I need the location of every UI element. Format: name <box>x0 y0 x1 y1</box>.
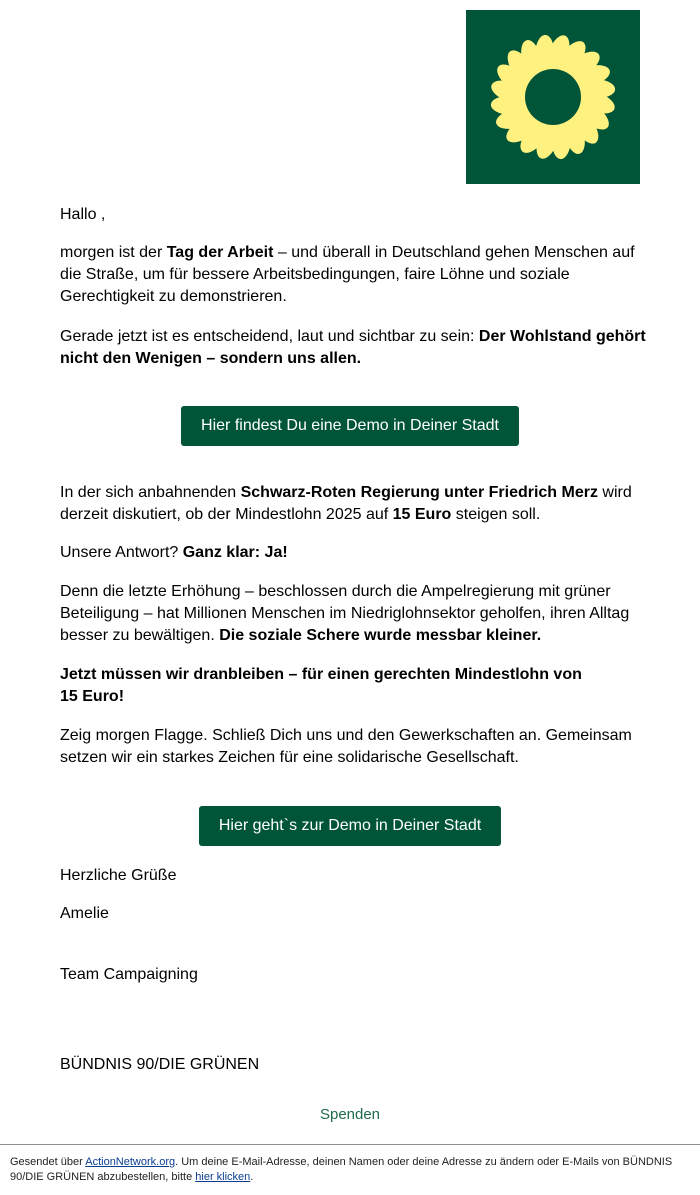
paragraph-mindestlohn <box>60 482 650 526</box>
unsubscribe-link[interactable]: hier klicken <box>195 1171 251 1183</box>
text-span: morgen ist der <box>60 244 167 261</box>
closing: Herzliche Grüße <box>60 867 177 884</box>
button-row-2 <box>0 806 700 846</box>
footer-notice <box>10 1155 686 1185</box>
signer-name: Amelie <box>60 905 109 922</box>
find-demo-button[interactable]: Hier findest Du eine Demo in Deiner Stadt <box>181 406 519 446</box>
donate-link[interactable]: Spenden <box>319 1106 381 1123</box>
team-name: Team Campaigning <box>60 966 198 983</box>
footer-text: . <box>250 1171 254 1183</box>
paragraph-dranbleiben: Jetzt müssen wir dranbleiben – für einen gerechten Mindestlohn von 15 Euro! <box>60 666 582 705</box>
bold-span: Der Wohlstand gehört nicht den Wenigen – sondern uns allen. <box>60 328 646 367</box>
bold-span: Tag der Arbeit <box>166 244 274 261</box>
sunflower-icon <box>466 10 640 184</box>
text-span: – und überall in Deutschland gehen Menschen auf die Straße, um für bessere Arbeitsbedingungen, faire Löhne und soziale Gerechtigkeit zu demonstrieren. <box>60 244 635 305</box>
text-span: In der sich anbahnenden <box>60 484 241 501</box>
actionnetwork-link[interactable]: ActionNetwork.org <box>85 1156 176 1168</box>
footer-text: Gesendet über <box>10 1156 86 1168</box>
bold-span: 15 Euro <box>392 506 452 523</box>
bold-span: Ganz klar: Ja! <box>182 544 288 561</box>
footer-text: . Um deine E-Mail-Adresse, deinen Namen oder deine Adresse zu ändern oder E-Mails von BÜNDNIS 90/DIE GRÜNEN abzubestellen, bitte <box>10 1156 673 1183</box>
text-span: steigen soll. <box>451 506 541 523</box>
button-row-1 <box>0 406 700 446</box>
paragraph-flagge: Zeig morgen Flagge. Schließ Dich uns und den Gewerkschaften an. Gemeinsam setzen wir ein starkes Zeichen für eine solidarische Gesellschaft. <box>60 727 632 766</box>
text-span: Gerade jetzt ist es entscheidend, laut und sichtbar zu sein: <box>60 328 479 345</box>
paragraph-antwort <box>60 542 650 564</box>
go-to-demo-button[interactable]: Hier geht`s zur Demo in Deiner Stadt <box>199 806 501 846</box>
paragraph-wohlstand <box>60 326 650 370</box>
greeting: Hallo , <box>60 206 106 223</box>
bold-span: Schwarz-Roten Regierung unter Friedrich Merz <box>240 484 598 501</box>
text-span: Unsere Antwort? <box>60 544 183 561</box>
bold-span: Die soziale Schere wurde messbar kleiner. <box>219 627 542 644</box>
sunflower-logo <box>466 10 640 184</box>
paragraph-erhoehung <box>60 581 650 647</box>
footer-divider <box>0 1144 700 1145</box>
organization-name: BÜNDNIS 90/DIE GRÜNEN <box>60 1056 260 1073</box>
text-span: Denn die letzte Erhöhung – beschlossen durch die Ampelregierung mit grüner Beteiligung – hat Millionen Menschen im Niedriglohnsektor geholfen, ihren Alltag besser zu bewältigen. <box>60 583 630 644</box>
paragraph-tag-der-arbeit <box>60 242 650 308</box>
text-span: wird derzeit diskutiert, ob der Mindestlohn 2025 auf <box>60 484 632 523</box>
